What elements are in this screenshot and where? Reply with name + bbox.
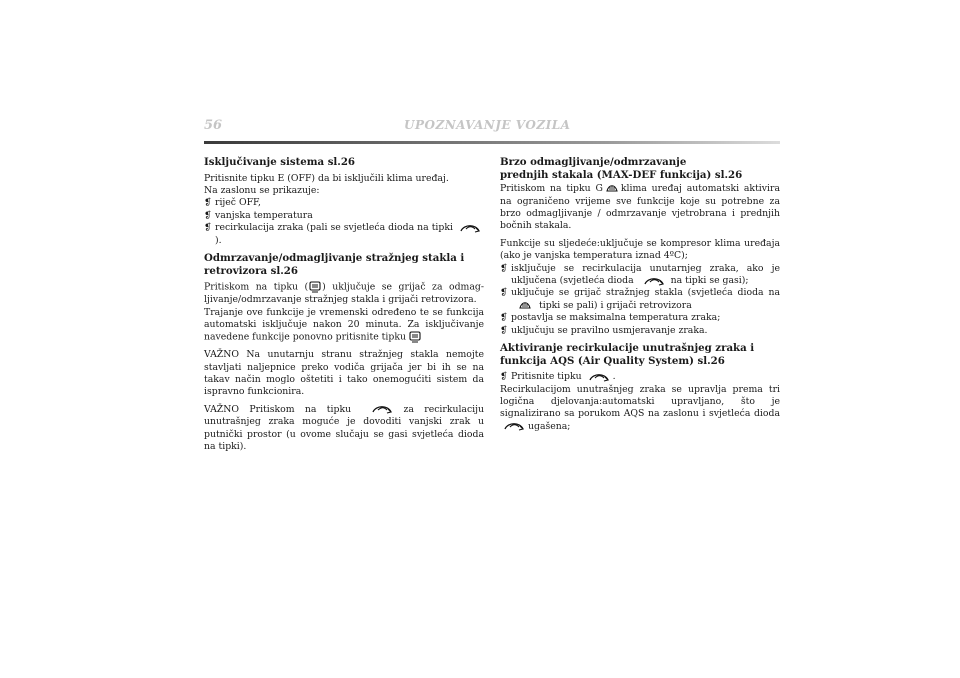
page-number: 56: [204, 118, 223, 133]
front-defrost-icon: [519, 300, 531, 311]
heading-rear-defrost: Odmrzavanje/odmagljivanje stražnjeg stakla i retrovizora sl.26: [204, 252, 465, 277]
recirculation-icon: [588, 372, 610, 382]
heading-max-def: Brzo odmagljivanje/odmrzavanje prednjih stakala (MAX-DEF funkcija) sl.26: [500, 156, 743, 181]
list-item: ❡ vanjska temperatura: [204, 210, 484, 222]
list-item: ❡ uključuje se grijač stražnjeg stakla (svjetleća dioda na tipki se pali) i grijači retrovizora: [500, 287, 780, 312]
paragraph-warning: VAŽNO Pritiskom na tipku za recirkulaciju unutrašnjeg zraka moguće je dovoditi vanjski zrak u putnički prostor (u ovome slučaju se gasi svjetleća dioda na tipki).: [204, 403, 485, 453]
section-title: UPOZNAVANJE VOZILA: [404, 118, 571, 132]
list-item: ❡ isključuje se recirkulacija unutarnjeg zraka, ako je uključena (svjetleća dioda na tipki se gasi);: [500, 263, 780, 288]
paragraph: Funkcije su sljedeće:uključuje se kompresor klima uređaja (ako je vanjska temperatura iznad 4ºC);: [500, 237, 780, 262]
right-column: [500, 156, 780, 438]
list-item: ❡ uključuju se pravilno usmjeravanje zraka.: [500, 325, 780, 337]
rear-defrost-icon: [409, 331, 421, 343]
list-item: ❡ recirkulacija zraka (pali se svjetleća dioda na tipki ).: [204, 222, 484, 247]
heading-system-off: Isključivanje sistema sl.26: [204, 156, 356, 168]
front-defrost-icon: [606, 183, 618, 194]
recirculation-icon: [459, 223, 481, 233]
list-item: ❡ riječ OFF,: [204, 197, 484, 209]
rear-defrost-icon: [309, 281, 321, 293]
paragraph: Trajanje ove funkcije je vremenski određeno te se funkcija automatski isključuje nakon 20 minuta. Za isključivanje navedene funkcije ponovno pritisnite tipku: [204, 306, 484, 343]
paragraph: Recirkulacijom unutrašnjeg zraka se upravlja prema tri logična djelovanja:automatski upravljano, što je signalizirano sa porukom AQS na zaslonu i svjetleća dioda ugašena;: [500, 383, 780, 432]
paragraph-warning: VAŽNO Na unutarnju stranu stražnjeg stakla nemojte stavljati naljepnice preko vodiča grijača jer bi ih se na takav način moglo oštetiti i tako onemogućiti sistem da ispravno funkcionira.: [204, 349, 484, 398]
recirculation-icon: [643, 276, 665, 286]
list-item: ❡ Pritisnite tipku .: [500, 371, 780, 383]
header-rule: [204, 141, 780, 144]
list-item: ❡ postavlja se maksimalna temperatura zraka;: [500, 312, 780, 324]
paragraph: Pritiskom na tipku ( ) uključuje se grijač za odmag-ljivanje/odmrzavanje stražnjeg stakla i grijači retrovizora.: [204, 281, 484, 306]
paragraph: Pritisnite tipku E (OFF) da bi isključili klima uređaj. Na zaslonu se prikazuje:: [204, 172, 449, 196]
heading-aqs: Aktiviranje recirkulacije unutrašnjeg zraka i funkcija AQS (Air Quality System) sl.26: [500, 342, 755, 367]
page-header: [204, 118, 780, 138]
left-column: [204, 156, 484, 459]
paragraph: Pritiskom na tipku G klima uređaj automatski aktivira na ograničeno vrijeme sve funkcije koje su potrebne za brzo odmagljivanje / odmrzavanje vjetrobrana i prednjih bočnih stakala.: [500, 183, 780, 232]
recirculation-icon: [503, 421, 525, 431]
recirculation-icon: [371, 404, 393, 414]
